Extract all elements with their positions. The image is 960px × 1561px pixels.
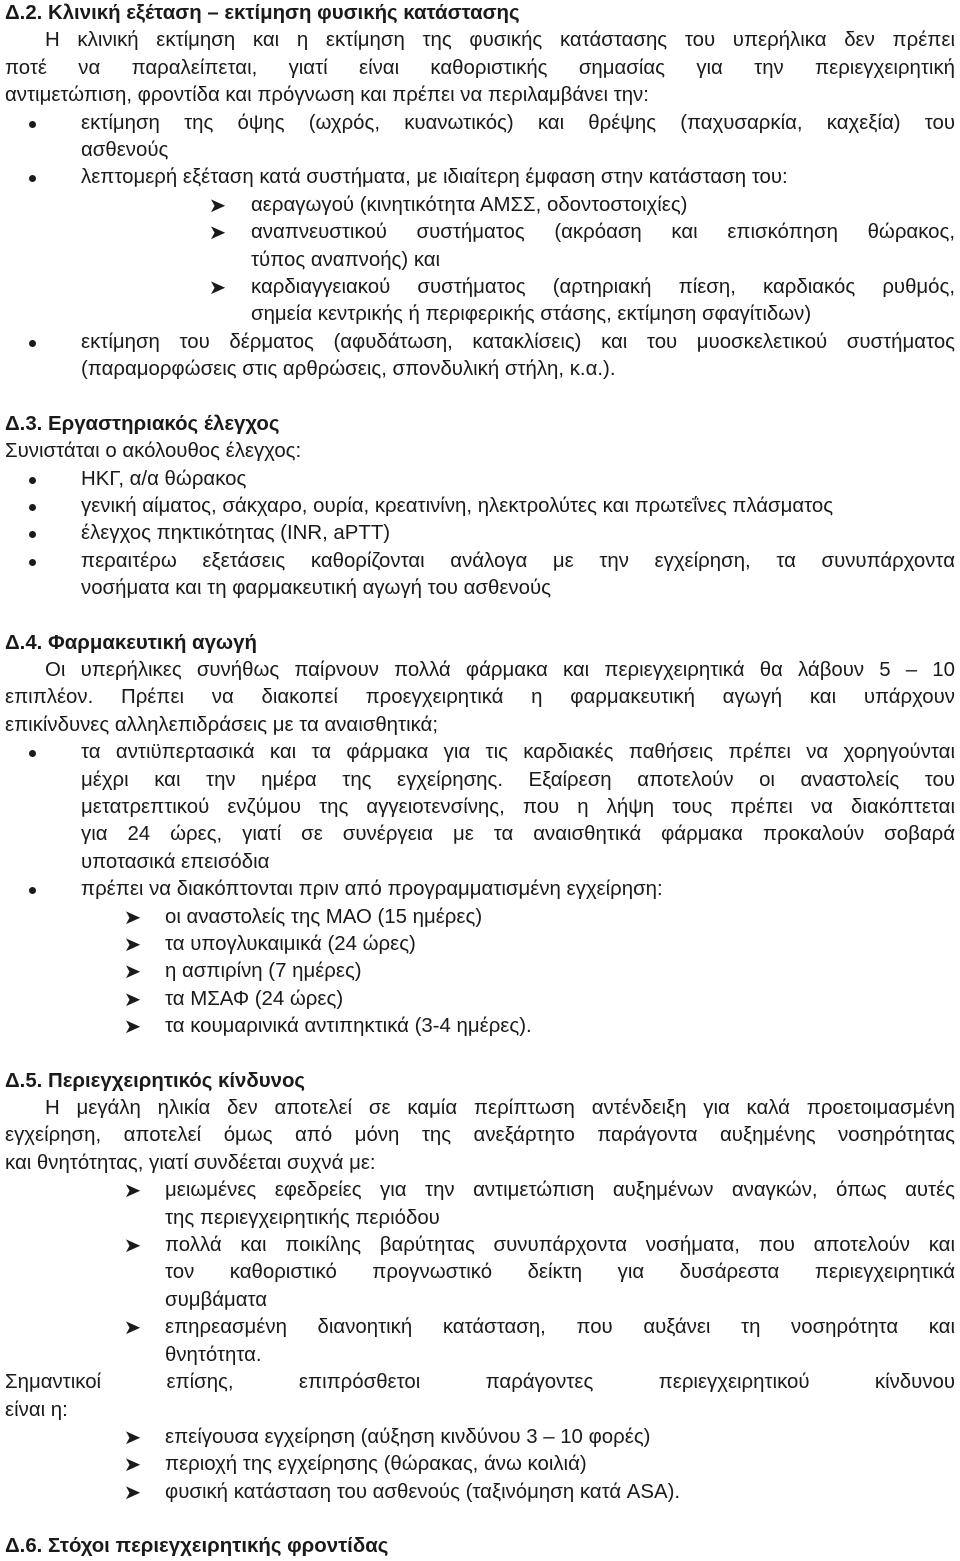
- text-line: οι αναστολείς της ΜΑΟ (15 ημέρες): [165, 905, 483, 928]
- text-line: επιπλέον. Πρέπει να διακοπεί προεγχειρητικά η φαρμακευτική αγωγή και υπάρχουν: [5, 686, 955, 709]
- text-line: γενική αίματος, σάκχαρο, ουρία, κρεατινίνη, ηλεκτρολύτες και πρωτεΐνες πλάσματος: [81, 494, 834, 517]
- spacer: [5, 384, 955, 411]
- text-line: τον καθοριστικό προγνωστικό δείκτη για δυσάρεστα περιεγχειρητικά: [165, 1261, 955, 1284]
- arrow-bullet-icon: ➤: [123, 959, 142, 984]
- text-line: μειωμένες εφεδρείες για την αντιμετώπιση αυξημένων αναγκών, όπως αυτές: [165, 1179, 955, 1202]
- arrow-item: [5, 1232, 955, 1314]
- bullet-item: [5, 520, 955, 547]
- text-line: επικίνδυνες αλληλεπιδράσεις με τα αναισθητικά;: [5, 713, 439, 736]
- text-line: επείγουσα εγχείρηση (αύξηση κινδύνου 3 – 10 φορές): [165, 1425, 651, 1448]
- text-line: έλεγχος πηκτικότητας (INR, aPTT): [81, 522, 391, 545]
- text-line: σημεία κεντρικής ή περιφερικής στάσης, εκτίμηση σφαγίτιδων): [251, 303, 812, 326]
- bullet-item: [5, 466, 955, 493]
- bullet-icon: [29, 750, 36, 757]
- bullet-icon: [29, 559, 36, 566]
- bullet-item: [5, 164, 955, 191]
- arrow-item: [5, 1424, 955, 1451]
- text-line: και θνητότητας, γιατί συνδέεται συχνά με:: [5, 1151, 376, 1174]
- text-line: Οι υπερήλικες συνήθως παίρνουν πολλά φάρμακα και περιεγχειρητικά θα λάβουν 5 – 10: [45, 658, 955, 681]
- arrow-bullet-icon: ➤: [123, 1315, 142, 1340]
- text-line: μετατρεπτικού ενζύμου της αγγειοτενσίνης, που η λήψη τους πρέπει να διακόπτεται: [81, 795, 955, 818]
- arrow-bullet-icon: ➤: [123, 1479, 142, 1504]
- arrow-item: [5, 931, 955, 958]
- text-line: νοσήματα και τη φαρμακευτική αγωγή του ασθενούς: [81, 577, 551, 600]
- text-line: εκτίμηση του δέρματος (αφυδάτωση, κατακλίσεις) και του μυοσκελετικού συστήματος: [81, 330, 955, 353]
- arrow-bullet-icon: ➤: [123, 1233, 142, 1258]
- text-line: αεραγωγού (κινητικότητα ΑΜΣΣ, οδοντοστοιχίες): [251, 193, 688, 216]
- paragraph-d5-mid: [5, 1369, 955, 1424]
- bullet-icon: [29, 340, 36, 347]
- arrow-item: [5, 219, 955, 274]
- arrow-item: [5, 1314, 955, 1369]
- spacer: [5, 1506, 955, 1533]
- arrow-bullet-icon: ➤: [123, 986, 142, 1011]
- text-line: εκτίμηση της όψης (ωχρός, κυανωτικός) και θρέψης (παχυσαρκία, καχεξία) του: [81, 111, 955, 134]
- text-line: περιοχή της εγχείρησης (θώρακας, άνω κοιλιά): [165, 1453, 587, 1476]
- bullet-item: [5, 548, 955, 603]
- arrow-item: [5, 1479, 955, 1506]
- arrow-bullet-icon: ➤: [123, 1424, 142, 1449]
- arrow-bullet-icon: ➤: [123, 1178, 142, 1203]
- section-heading-d5: Δ.5. Περιεγχειρητικός κίνδυνος: [5, 1069, 306, 1092]
- text-line: μέχρι και την ημέρα της εγχείρησης. Εξαίρεση αποτελούν οι αναστολείς του: [81, 768, 955, 791]
- text-line: καρδιαγγειακού συστήματος (αρτηριακή πίεση, καρδιακός ρυθμός,: [251, 276, 955, 299]
- bullet-icon: [29, 531, 36, 538]
- arrow-item: [5, 1451, 955, 1478]
- text-line: θνητότητα.: [165, 1343, 262, 1366]
- document-page: [5, 0, 955, 1561]
- paragraph-d4-intro: [5, 657, 955, 739]
- spacer: [5, 603, 955, 630]
- text-line: περαιτέρω εξετάσεις καθορίζονται ανάλογα με την εγχείρηση, τα συνυπάρχοντα: [81, 549, 955, 572]
- text-line: πρέπει να διακόπτονται πριν από προγραμματισμένη εγχείρηση:: [81, 878, 663, 901]
- paragraph-d3-intro: Συνιστάται ο ακόλουθος έλεγχος:: [5, 440, 302, 463]
- arrow-item: [5, 986, 955, 1013]
- arrow-bullet-icon: ➤: [208, 275, 227, 300]
- arrow-bullet-icon: ➤: [123, 932, 142, 956]
- text-line: αναπνευστικού συστήματος (ακρόαση και επισκόπηση θώρακος,: [251, 221, 955, 244]
- bullet-icon: [29, 477, 36, 484]
- bullet-item: [5, 493, 955, 520]
- bullet-icon: [29, 175, 36, 182]
- arrow-bullet-icon: ➤: [123, 1014, 142, 1039]
- section-heading-d2: Δ.2. Κλινική εξέταση – εκτίμηση φυσικής κατάστασης: [5, 2, 520, 24]
- arrow-bullet-icon: ➤: [123, 904, 142, 929]
- text-line: τα κουμαρινικά αντιπηκτικά (3-4 ημέρες).: [165, 1015, 532, 1038]
- text-line: φυσική κατάσταση του ασθενούς (ταξινόμηση κατά ASA).: [165, 1480, 681, 1503]
- section-heading-d3: Δ.3. Εργαστηριακός έλεγχος: [5, 412, 280, 435]
- text-line: Σημαντικοί επίσης, επιπρόσθετοι παράγοντες περιεγχειρητικού κίνδυνου: [5, 1371, 955, 1394]
- text-line: τα ΜΣΑΦ (24 ώρες): [165, 987, 344, 1010]
- spacer: [5, 1041, 955, 1068]
- bullet-icon: [29, 887, 36, 894]
- bullet-icon: [29, 504, 36, 511]
- text-line: ασθενούς: [81, 139, 169, 162]
- arrow-item: [5, 958, 955, 985]
- bullet-icon: [29, 121, 36, 128]
- text-line: τύπος αναπνοής) και: [251, 248, 441, 271]
- section-heading-d4: Δ.4. Φαρμακευτική αγωγή: [5, 631, 257, 654]
- section-heading-d6: Δ.6. Στόχοι περιεγχειρητικής φροντίδας: [5, 1535, 389, 1558]
- text-line: ΗΚΓ, α/α θώρακος: [81, 467, 247, 490]
- arrow-item: [5, 274, 955, 329]
- arrow-bullet-icon: ➤: [208, 192, 227, 217]
- bullet-item: [5, 110, 955, 165]
- text-line: λεπτομερή εξέταση κατά συστήματα, με ιδιαίτερη έμφαση στην κατάσταση του:: [81, 166, 788, 189]
- text-line: τα υπογλυκαιμικά (24 ώρες): [165, 933, 416, 955]
- paragraph-d5-intro: [5, 1095, 955, 1177]
- text-line: Η μεγάλη ηλικία δεν αποτελεί σε καμία περίπτωση αντένδειξη για καλά προετοιμασμένη: [45, 1097, 955, 1120]
- arrow-item: [5, 1177, 955, 1232]
- text-line: αντιμετώπιση, φροντίδα και πρόγνωση και πρέπει να περιλαμβάνει την:: [5, 84, 649, 107]
- text-line: της περιεγχειρητικής περιόδου: [165, 1206, 440, 1229]
- arrow-item: [5, 904, 955, 931]
- text-line: συμβάματα: [165, 1288, 268, 1311]
- arrow-bullet-icon: ➤: [208, 220, 227, 245]
- paragraph-d2-intro: [5, 27, 955, 109]
- text-line: εγχείρηση, αποτελεί όμως από μόνη της ανεξάρτητο παράγοντα αυξημένης νοσηρότητας: [5, 1124, 955, 1147]
- text-line: Η κλινική εκτίμηση και η εκτίμηση της φυσικής κατάστασης του υπερήλικα δεν πρέπει: [45, 29, 955, 52]
- bullet-item: [5, 739, 955, 876]
- text-line: τα αντιϋπερτασικά και τα φάρμακα για τις καρδιακές παθήσεις πρέπει να χορηγούνται: [81, 741, 955, 764]
- text-line: η ασπιρίνη (7 ημέρες): [165, 960, 362, 983]
- bullet-item: [5, 329, 955, 384]
- text-line: ποτέ να παραλείπεται, γιατί είναι καθοριστικής σημασίας για την περιεγχειρητική: [5, 56, 955, 79]
- text-line: πολλά και ποικίλης βαρύτητας συνυπάρχοντα νοσήματα, που αποτελούν και: [165, 1234, 955, 1257]
- text-line: για 24 ώρες, γιατί σε συνέργεια με τα αναισθητικά φάρμακα προκαλούν σοβαρά: [81, 823, 955, 846]
- bullet-item: [5, 876, 955, 903]
- text-line: υποτασικά επεισόδια: [81, 850, 270, 873]
- text-line: επηρεασμένη διανοητική κατάσταση, που αυξάνει τη νοσηρότητα και: [165, 1316, 955, 1339]
- arrow-bullet-icon: ➤: [123, 1452, 142, 1477]
- text-line: (παραμορφώσεις στις αρθρώσεις, σπονδυλική στήλη, κ.α.).: [81, 358, 616, 381]
- arrow-item: [5, 1013, 955, 1040]
- arrow-item: [5, 192, 955, 219]
- text-line: είναι η:: [5, 1398, 68, 1421]
